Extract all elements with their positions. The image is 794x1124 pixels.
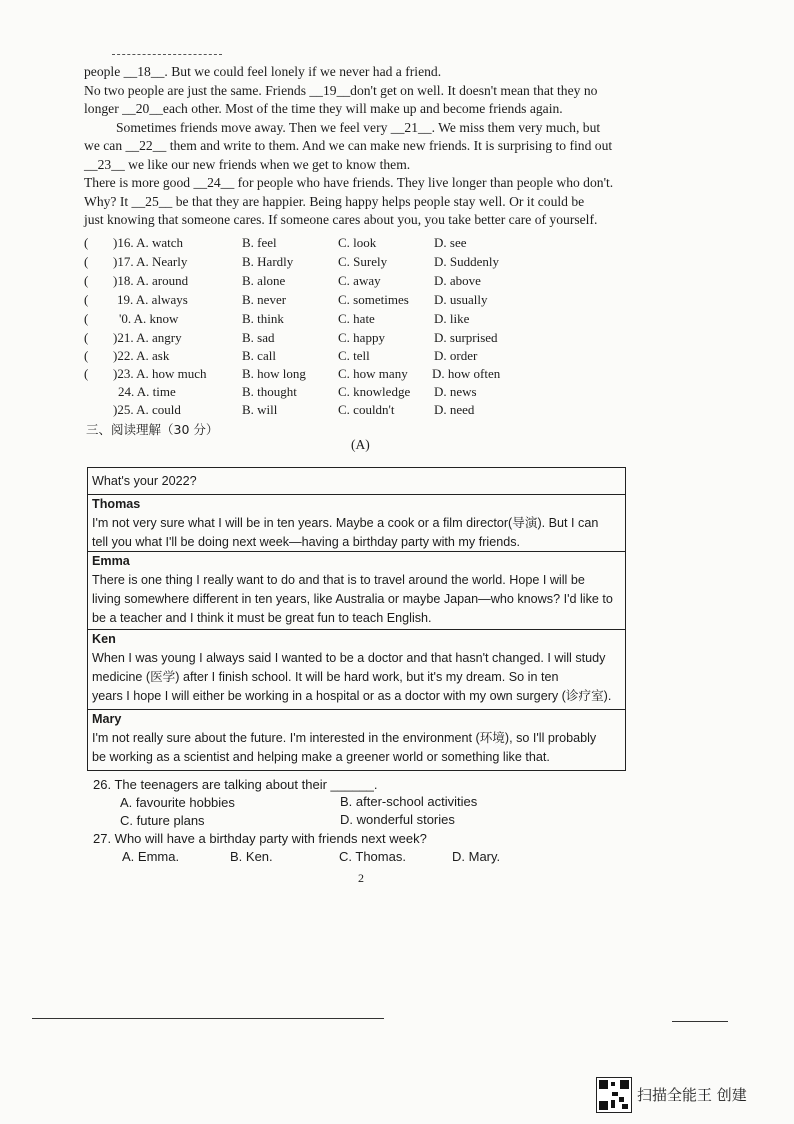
option-b: B. never (242, 292, 287, 307)
question-27-option-b: B. Ken. (230, 849, 273, 864)
option-b: B. call (242, 348, 276, 363)
option-c: C. look (338, 235, 377, 250)
entry-text: I'm not very sure what I will be in ten years. Maybe a cook or a film director(导演). But I can (92, 516, 599, 530)
option-a: )16. A. watch (113, 235, 184, 250)
option-a: '0. A. know (119, 311, 179, 326)
entry-text: There is one thing I really want to do and that is to travel around the world. Hope I will be (92, 573, 585, 587)
question-26-option-c: C. future plans (120, 813, 205, 828)
entry-name: Emma (92, 554, 130, 568)
table-header-row (88, 468, 625, 495)
option-d: D. Suddenly (434, 254, 499, 269)
passage-line: Sometimes friends move away. Then we feel very __21__. We miss them very much, but (116, 119, 601, 135)
entry-name: Mary (92, 712, 122, 726)
answer-paren: ( (84, 311, 89, 326)
option-b: B. Hardly (242, 254, 294, 269)
question-27-option-a: A. Emma. (122, 849, 180, 864)
option-a: )23. A. how much (113, 366, 207, 381)
passage-line: There is more good __24__ for people who have friends. They live longer than people who don't. (84, 175, 614, 190)
answer-paren: ( (84, 254, 89, 269)
qr-code-icon (596, 1077, 632, 1113)
option-a: 24. A. time (118, 384, 176, 399)
option-c: C. happy (338, 330, 385, 345)
question-27-option-d: D. Mary. (452, 849, 501, 864)
entry-text: years I hope I will either be working in a hospital or as a doctor with my own surgery (诊疗室). (92, 689, 612, 703)
entry-thomas (88, 495, 625, 552)
entry-emma (88, 552, 625, 630)
option-c: C. Surely (338, 254, 388, 269)
entry-text: living somewhere different in ten years, like Australia or maybe Japan—who knows? I'd like to (92, 592, 613, 606)
answer-paren: ( (84, 366, 89, 381)
option-c: C. away (338, 273, 381, 288)
passage-line: No two people are just the same. Friends __19__don't get on well. It doesn't mean that they no (84, 82, 598, 98)
part-label: (A) (351, 437, 370, 452)
option-a: )17. A. Nearly (113, 254, 188, 269)
entry-text: When I was young I always said I wanted to be a doctor and that hasn't changed. I will study (92, 651, 606, 665)
option-b: B. feel (242, 235, 277, 250)
entry-name: Thomas (92, 497, 141, 511)
option-a: 19. A. always (117, 292, 188, 307)
option-d: D. order (434, 348, 478, 363)
option-d: D. usually (434, 292, 488, 307)
answer-paren: ( (84, 348, 89, 363)
entry-text: be working as a scientist and helping make a greener world or something like that. (92, 750, 550, 764)
bottom-rule-left (32, 1018, 384, 1019)
watermark-text: 扫描全能王 创建 (637, 1086, 747, 1104)
reading-table (87, 467, 626, 771)
answer-paren: ( (84, 292, 89, 307)
option-c: C. sometimes (338, 292, 409, 307)
answer-paren: ( (84, 330, 89, 345)
table-header: What's your 2022? (92, 474, 197, 488)
question-26-option-d: D. wonderful stories (340, 812, 455, 827)
entry-ken (88, 630, 625, 710)
entry-text: be a teacher and I think it must be great fun to teach English. (92, 611, 432, 625)
option-b: B. alone (242, 273, 286, 288)
passage-line: __23__ we like our new friends when we get to know them. (84, 156, 411, 172)
option-b: B. think (242, 311, 284, 326)
option-c: C. hate (338, 311, 375, 326)
passage-line: Why? It __25__ be that they are happier. Being happy helps people stay well. Or it could be (84, 193, 585, 209)
section-title: 三、阅读理解（30 分） (86, 422, 219, 437)
option-d: D. like (434, 311, 470, 326)
option-a: )21. A. angry (113, 330, 182, 345)
option-d: D. surprised (434, 330, 498, 345)
option-d: D. news (434, 384, 477, 399)
cloze-passage (84, 63, 629, 230)
option-c: C. how many (338, 366, 408, 381)
bottom-rule-right (672, 1021, 728, 1022)
option-c: C. couldn't (338, 402, 395, 417)
entry-mary (88, 710, 625, 768)
option-d: D. need (434, 402, 475, 417)
option-c: C. knowledge (338, 384, 411, 399)
top-cut-line (112, 54, 222, 55)
entry-name: Ken (92, 632, 116, 646)
question-26-option-b: B. after-school activities (340, 794, 478, 809)
passage-line: people __18__. But we could feel lonely if we never had a friend. (84, 64, 442, 79)
option-a: )18. A. around (113, 273, 189, 288)
option-d: D. above (434, 273, 481, 288)
option-c: C. tell (338, 348, 370, 363)
option-a: )25. A. could (113, 402, 181, 417)
answer-paren: ( (84, 235, 89, 250)
answer-paren: ( (84, 273, 89, 288)
option-d: D. how often (432, 366, 501, 381)
question-27-stem: 27. Who will have a birthday party with friends next week? (93, 831, 427, 846)
page-number: 2 (358, 871, 364, 885)
entry-text: I'm not really sure about the future. I'm interested in the environment (环境), so I'll probably (92, 731, 597, 745)
option-b: B. sad (242, 330, 275, 345)
passage-line: we can __22__ them and write to them. And we can make new friends. It is surprising to find out (84, 138, 613, 153)
passage-line: just knowing that someone cares. If someone cares about you, you take better care of yourself. (84, 212, 598, 227)
option-a: )22. A. ask (113, 348, 170, 363)
passage-line: longer __20__each other. Most of the time they will make up and become friends again. (84, 101, 563, 116)
question-26-option-a: A. favourite hobbies (120, 795, 235, 810)
entry-text: tell you what I'll be doing next week—having a birthday party with my friends. (92, 535, 521, 549)
question-27-option-c: C. Thomas. (339, 849, 406, 864)
entry-text: medicine (医学) after I finish school. It will be hard work, but it's my dream. So in ten (92, 670, 559, 684)
option-b: B. will (242, 402, 278, 417)
option-d: D. see (434, 235, 467, 250)
option-b: B. thought (242, 384, 297, 399)
option-b: B. how long (242, 366, 306, 381)
question-26-stem: 26. The teenagers are talking about their ______. (93, 777, 378, 792)
